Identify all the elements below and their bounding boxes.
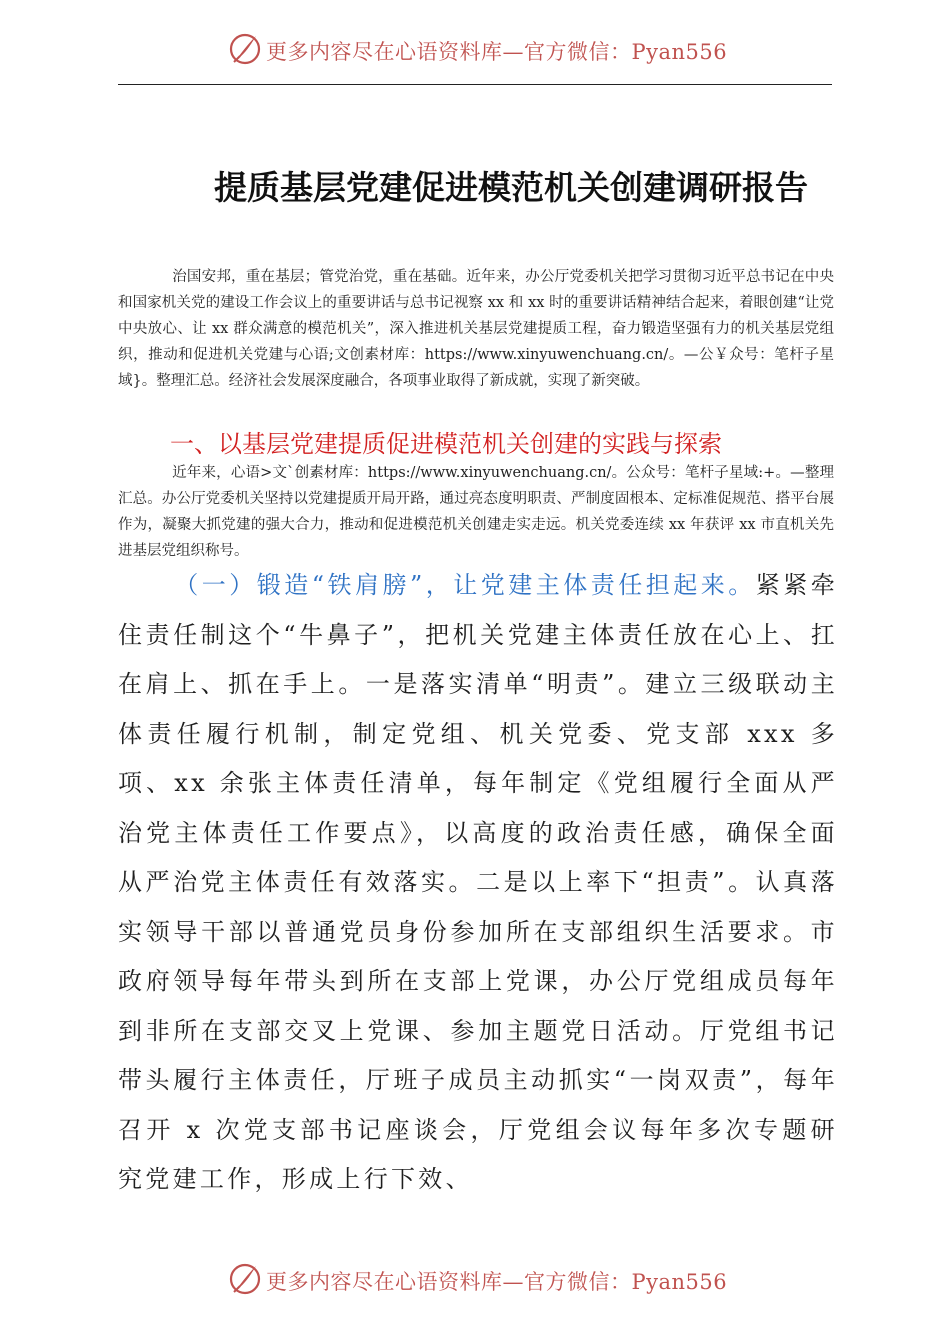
intro-paragraph-text: 治国安邦，重在基层；管党治党，重在基础。近年来，办公厅党委机关把学习贯彻习近平总书记在中央和国家机关党的建设工作会议上的重要讲话与总书记视察 xx 和 xx 时的重要讲话精神结合起来，着眼创建“让党中央放心、让 xx 群众满意的模范机关”，深入推进机关基层党建提质工程，奋力锻造坚强有力的机关基层党组织，推动和促进机关党建与心语;文创素材库：https://www.xinyuwenchuang.cn/。—公￥众号：笔杆子星域}。整理汇总。经济社会发展深度融合，各项事业取得了新成就，实现了新突破。 (118, 269, 834, 389)
intro-paragraph (118, 264, 834, 394)
header-watermark-text: 更多内容尽在心语资料库—官方微信：Pyan556 (266, 40, 728, 64)
footer-watermark-text: 更多内容尽在心语资料库—官方微信：Pyan556 (266, 1270, 728, 1294)
section-paragraph (118, 460, 834, 564)
document-title: 提质基层党建促进模范机关创建调研报告 (214, 168, 808, 207)
section-paragraph-text: 近年来，心语>文`创素材库：https://www.xinyuwenchuang.cn/。公众号：笔杆子星域:+。—整理汇总。办公厅党委机关坚持以党建提质开局开路，通过亮态度明职责、严制度固根本、定标准促规范、搭平台展作为，凝聚大抓党建的强大合力，推动和促进模范机关创建走实走远。机关党委连续 xx 年获评 xx 市直机关先进基层党组织称号。 (118, 465, 834, 559)
subsection-paragraph (118, 561, 838, 1205)
page-footer-watermark (0, 1262, 950, 1306)
header-divider (118, 84, 832, 85)
feather-logo-icon (228, 32, 262, 66)
subsection-body: 紧紧牵住责任制这个“牛鼻子”，把机关党建主体责任放在心上、扛在肩上、抓在手上。一是落实清单“明责”。建立三级联动主体责任履行机制，制定党组、机关党委、党支部 xxx 多项、xx 余张主体责任清单，每年制定《党组履行全面从严治党主体责任工作要点》，以高度的政治责任感，确保全面从严治党主体责任有效落实。二是以上率下“担责”。认真落实领导干部以普通党员身份参加所在支部组织生活要求。市政府领导每年带头到所在支部上党课，办公厅党组成员每年到非所在支部交叉上党课、参加主题党日活动。厅党组书记带头履行主体责任，厅班子成员主动抓实“一岗双责”，每年召开 x 次党支部书记座谈会，厅党组会议每年多次专题研究党建工作，形成上行下效、 (118, 571, 838, 1193)
feather-logo-icon (228, 1262, 262, 1296)
section-heading: 一、以基层党建提质促进模范机关创建的实践与探索 (170, 430, 722, 458)
subsection-heading: （一）锻造“铁肩膀”，让党建主体责任担起来。 (174, 571, 756, 599)
page-header-watermark (0, 28, 950, 72)
